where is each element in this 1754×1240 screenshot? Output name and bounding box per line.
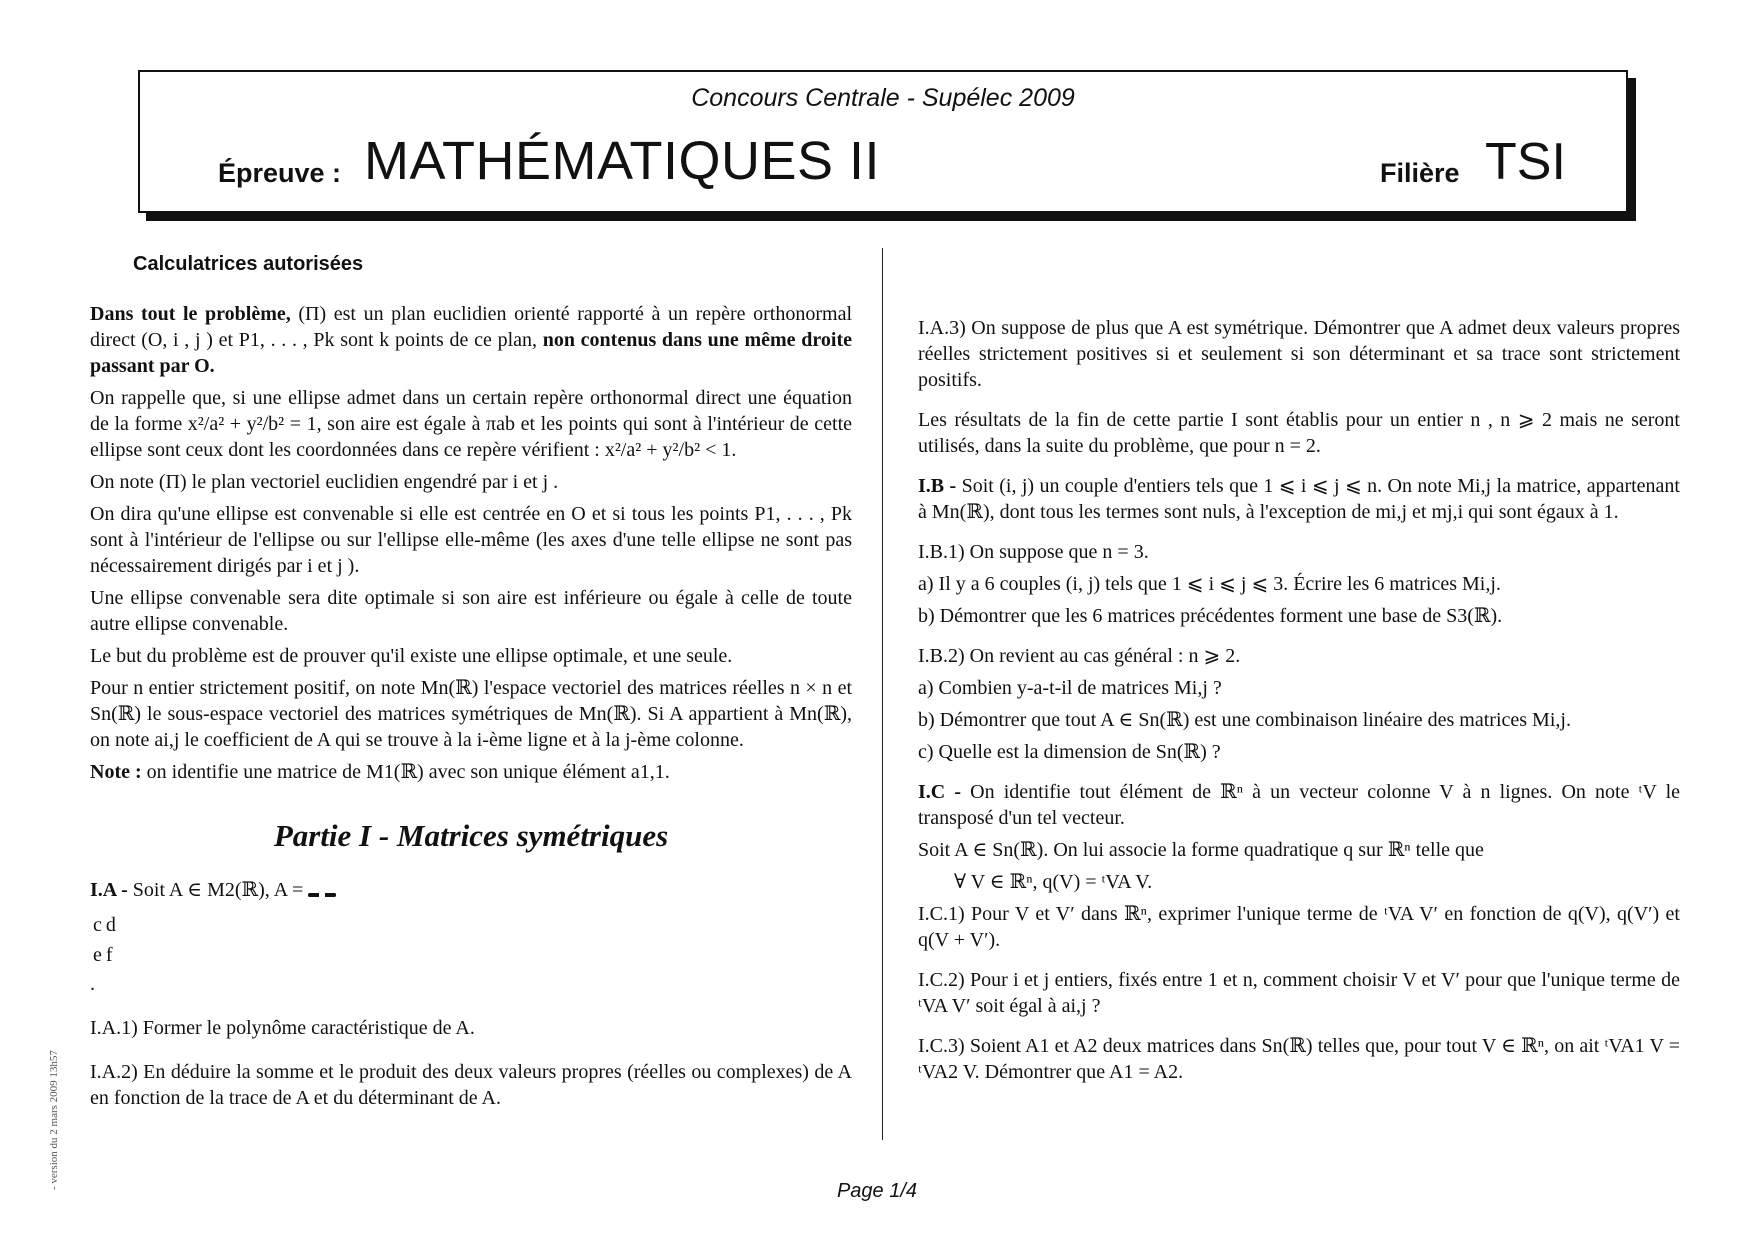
note-label: Note : [90,761,142,783]
problem-goal: Le but du problème est de prouver qu'il existe une ellipse optimale, et une seule. [90,645,733,667]
IC-text: On identifie tout élément de ℝⁿ à un vecteur colonne V à n lignes. On note ᵗV le transposé d'un tel vecteur. [918,781,1681,829]
IA3-question: I.A.3) On suppose de plus que A est symétrique. Démontrer que A admet deux valeurs propres réelles strictement positives si et seulement si son déterminant et sa trace sont strictement positifs. [918,317,1680,391]
IB2c-question: c) Quelle est la dimension de Sn(ℝ) ? [918,741,1221,763]
IB-text: Soit (i, j) un couple d'entiers tels que 1 ⩽ i ⩽ j ⩽ n. On note Mi,j la matrice, appartenant à Mn(ℝ), dont tous les termes sont nuls, à l'exception de mi,j et mj,i qui sont égaux à 1. [918,475,1680,523]
filiere-value: TSI [1485,133,1566,191]
version-note: - version du 2 mars 2009 13h57 [48,1050,60,1190]
IC-formula: ∀ V ∈ ℝⁿ, q(V) = ᵗVA V. [954,871,1153,893]
convenable-def: On dira qu'une ellipse est convenable si elle est centrée en O et si tous les points P1, . . . , Pk sont à l'intérieur de l'ellipse ou sur l'ellipse elle-même (les axes d'une telle ellipse ne sont pas nécessairement dirigés par i et j ). [90,503,852,577]
IC1-question: I.C.1) Pour V et V′ dans ℝⁿ, exprimer l'unique terme de ᵗVA V′ en fonction de q(V), q(V′) et q(V + V′). [918,903,1680,951]
contest-title: Concours Centrale - Supélec 2009 [691,84,1075,112]
vector-plane: On note (Π) le plan vectoriel euclidien engendré par i et j . [90,471,559,493]
part-title: Partie I - Matrices symétriques [273,818,669,853]
IC-soit: Soit A ∈ Sn(ℝ). On lui associe la forme quadratique q sur ℝⁿ telle que [918,839,1484,861]
note-paragraph [90,759,852,785]
IB2-question: I.B.2) On revient au cas général : n ⩾ 2. [918,645,1241,667]
IA-text: Soit A ∈ M2(ℝ), A = [132,879,304,901]
IC-statement [918,779,1680,831]
IA-label: I.A - [90,879,128,901]
intro-bold: Dans tout le problème, [90,303,291,325]
matrix-cell: e [93,944,102,966]
ellipse-recall: On rappelle que, si une ellipse admet dans un certain repère orthonormal direct une équation de la forme x²/a² + y²/b² = 1, son aire est égale à πab et les points qui sont à l'intérieur de cette ellipse sont ceux dont les coordonnées dans ce repère vérifient : x²/a² + y²/b² < 1. [90,387,852,461]
IA-statement [90,877,852,903]
IB2b-question: b) Démontrer que tout A ∈ Sn(ℝ) est une combinaison linéaire des matrices Mi,j. [918,709,1571,731]
column-divider [882,248,883,1140]
matrix-cell: d [105,914,116,936]
matrix-notation: Pour n entier strictement positif, on note Mn(ℝ) l'espace vectoriel des matrices réelles n × n et Sn(ℝ) le sous-espace vectoriel des matrices symétriques de Mn(ℝ). Si A appartient à Mn(ℝ), on note ai,j le coefficient de A qui se trouve à la i-ème ligne et à la j-ème colonne. [90,677,852,751]
matrix-cell: f [105,944,113,966]
results-note: Les résultats de la fin de cette partie I sont établis pour un entier n , n ⩾ 2 mais ne seront utilisés, dans la suite du problème, que pour n = 2. [918,409,1680,457]
calculators-note: Calculatrices autorisées [133,253,364,275]
intro-paragraph [90,301,852,379]
IC2-question: I.C.2) Pour i et j entiers, fixés entre 1 et n, comment choisir V et V′ pour que l'unique terme de ᵗVA V′ soit égal à ai,j ? [918,969,1680,1017]
filiere-label: Filière [1380,158,1460,188]
subject-title: MATHÉMATIQUES II [364,131,881,191]
IA2-question: I.A.2) En déduire la somme et le produit des deux valeurs propres (réelles ou complexes) de A en fonction de la trace de A et du déterminant de A. [90,1061,852,1109]
IB2a-question: a) Combien y-a-t-il de matrices Mi,j ? [918,677,1222,699]
IB-label: I.B - [918,475,957,497]
IA1-question: I.A.1) Former le polynôme caractéristique de A. [90,1017,475,1039]
epreuve-label: Épreuve : [218,158,342,188]
optimal-def: Une ellipse convenable sera dite optimale si son aire est inférieure ou égale à celle de toute autre ellipse convenable. [90,587,852,635]
intro-bold-2: non contenus dans une même droite passant par O. [90,329,852,377]
intro-text: (Π) est un plan euclidien orienté rapporté à un repère orthonormal direct (O, i , j ) et P1, . . . , Pk sont k points de ce plan, [90,303,852,351]
IB1b-question: b) Démontrer que les 6 matrices précédentes forment une base de S3(ℝ). [918,605,1503,627]
right-column [918,301,1680,1091]
IC3-question: I.C.3) Soient A1 et A2 deux matrices dans Sn(ℝ) telles que, pour tout V ∈ ℝⁿ, on ait ᵗVA1 V = ᵗVA2 V. Démontrer que A1 = A2. [918,1035,1680,1083]
IC-label: I.C - [918,781,962,803]
left-column: Dans tout le problème, (Π) est un plan euclidien orienté rapporté à un repère orthonormal direct (O, i , j ) et P1, . . . , Pk sont k points de ce plan, non contenus dans une même droite passant par O. On rappelle que, si une ellipse admet dans un certain repère orthonormal direct une équation de la forme x²/a² + y²/b² = 1, son aire est égale à πab et les points qui sont à l'intérieur de cette ellipse sont ceux dont les coordonnées dans ce repère vérifient : x²/a² + y²/b² < 1. On note (Π) le plan vectoriel euclidien engendré par i et j . On dira qu'une ellipse est convenable si elle est centrée en O et si tous les points P1, . . . , Pk sont à l'intérieur de l'ellipse ou sur l'ellipse elle-même (les axes d'une telle ellipse ne sont pas nécessairement dirigés par i et j ). Une ellipse convenable sera dite optimale si son aire est inférieure ou égale à celle de toute autre ellipse convenable. Le but du problème est de prouver qu'il existe une ellipse optimale, et une seule. Pour n entier strictement positif, on note Mn(ℝ) l'espace vectoriel des matrices réelles n × n et Sn(ℝ) le sous-espace vectoriel des matrices symétriques de Mn(ℝ). Si A appartient à Mn(ℝ), on note ai,j le coefficient de A qui se trouve à la i-ème ligne et à la j-ème colonne. Note : on identifie une matrice de M1(ℝ) avec son unique élément a1,1. Partie I - Matrices symétriques I.A - Soit A ∈ M2(ℝ), A = c d e f . I.A.1) Former le polynôme caractéristique de A. I.A.2) En déduire la somme et le produit des deux valeurs propres (réelles ou complexes) de A en fonction de la trace de A et du déterminant de A. [90,303,852,1109]
matrix-cell: c [93,914,102,936]
IB1-question: I.B.1) On suppose que n = 3. [918,541,1149,563]
IB1a-question: a) Il y a 6 couples (i, j) tels que 1 ⩽ i ⩽ j ⩽ 3. Écrire les 6 matrices Mi,j. [918,573,1501,595]
page-number: Page 1/4 [836,1180,918,1202]
note-text: on identifie une matrice de M1(ℝ) avec son unique élément a1,1. [146,761,670,783]
IB-statement [918,473,1680,525]
exam-header [138,70,1628,213]
